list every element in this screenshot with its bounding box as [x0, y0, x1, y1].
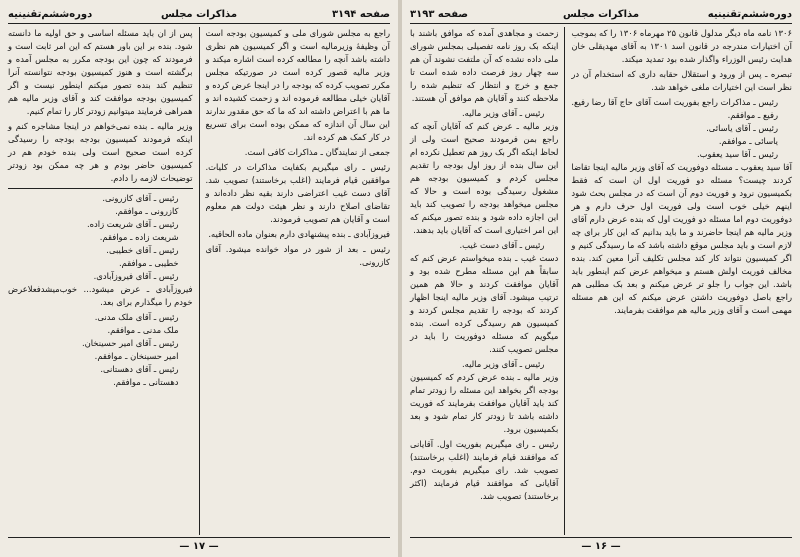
paragraph: فیروزآبادی ـ بنده پیشنهادی دارم بعنوان ماده الحاقیه. — [208, 229, 390, 239]
speaker-line: رئیس ـ آقای امیر حسینخان. — [81, 338, 179, 348]
left-section-title: مذاکرات مجلس — [161, 8, 238, 20]
paragraph: وزیر مالیه ـ بنده نمی‌خواهم در اینجا مشاجره کنم و اینکه فرمودند کمیسیون بودجه بودجه را رسیدگی کرده است صحیح است ولی بنده خودم هم در کمیسیون حاضر بودم و هر چه ممکن بود زودتر توضیحات لازمه را دادم. — [8, 121, 193, 183]
paragraph: دست غیب ـ بنده میخواستم عرض کنم که سابقاً هم این مسئله مطرح شده بود و آقایان موافقت کردند و حالا هم همین ترتیب میشود. آقای وزیر مالیه اینجا اظهار کردند که بودجه را تقدیم مجلس کردند و کمیسیون هم رسیدگی کرده است. بنده میگویم که مسئله دوفوریت را باید در مجلس تصویب کنند. — [410, 253, 559, 354]
speaker-line: رئیس ـ آقای وزیر مالیه. — [461, 108, 545, 118]
left-footer-rule — [8, 537, 390, 538]
paragraph: تبصره ـ پس از ورود و استقلال حقابه داری که استخدام آن در نظر است این اختیارات ملغی خواهد شد. — [571, 69, 792, 92]
speaker-line: رفیع ـ موافقم. — [727, 110, 778, 120]
speaker-line: خطیبی ـ موافقم. — [119, 258, 179, 268]
paragraph: زحمت و مجاهدی آمده که موافق باشند با اینکه بک روز نامه تفصیلی بمجلس شورای ملی داده نشده که آن ملتفت نشوند آن هم سه چهار روز فرصت داده شده است تا جمع و خرج و انتظار که تنظیم شده را ملاحظه کنند و آقایان هم موافق آن هستند. — [410, 28, 559, 103]
speaker-line: رئیس ـ مذاکرات راجع بفوریت است آقای حاج آقا رضا رفیع. — [571, 97, 778, 107]
right-page-number: صفحه ۳۱۹۳ — [410, 8, 469, 20]
left-page-footer-number: — ۱۷ — — [179, 541, 219, 552]
paragraph: فیروزآبادی ـ عرض میشود... خوب‌میشد‌فعلا‌عرض خودم را میگذارم برای بعد. — [8, 284, 193, 307]
speaker-line: رئیس ـ آقای فیروزآبادی. — [93, 271, 179, 281]
left-page-header — [8, 6, 390, 22]
right-page-left-column — [410, 27, 558, 535]
speaker-line: کازرونی ـ موافقم. — [115, 206, 179, 216]
right-page — [402, 0, 800, 557]
right-session-label: دوره‌ششم‌تقنینیه — [707, 8, 792, 20]
paragraph: وزیر مالیه ـ بنده عرض کردم که کمیسیون بودجه اگر بخواهد این مسئله را زودتر تمام کند باید آقایان موافقت بفرمایند که فوریت داشته باشد تا زودتر کار تمام شود و بعد بکمیسیون برود. — [410, 372, 559, 434]
column-divider — [199, 27, 200, 535]
right-header-rule — [410, 23, 792, 24]
speaker-line: ملک مدنی ـ موافقم. — [107, 325, 179, 335]
speaker-line: رئیس ـ آقای دست غیب. — [459, 240, 545, 250]
right-footer-rule — [410, 537, 792, 538]
left-page — [0, 0, 398, 557]
left-page-right-column — [206, 27, 391, 535]
speaker-line: رئیس ـ آقای دهستانی. — [100, 364, 179, 374]
speaker-line: شریعت زاده ـ موافقم. — [99, 232, 179, 242]
speaker-line: رئیس ـ آقای وزیر مالیه. — [461, 359, 545, 369]
right-page-columns — [410, 27, 792, 535]
speaker-line: رئیس ـ آقای شریعت زاده. — [86, 219, 179, 229]
paragraph: پس از ان باید مسئله اساسی و حق اولیه ما دانسته شود. بنده بر این باور هستم که این امر ثابت است و فرمودند که چون این بودجه مکرر به مجلس آمده و برگشته است و هنوز کمیسیون بودجه نتوانسته آنرا تنظیم کند بنده تصور میکنم اینطور نیست و اگر کمیسیون بودجه موافقت کند و آقای وزیر مالیه هم همراهی فرمایند میتوانیم زودتر کار را تمام کنیم. — [8, 28, 193, 116]
paragraph: جمعی از نمایندگان ـ مذاکرات کافی است. — [244, 147, 390, 157]
speaker-line: رئیس ـ آقای یاسائی. — [706, 123, 778, 133]
left-session-label: دوره‌ششم‌تقنینیه — [8, 8, 93, 20]
right-section-title: مذاکرات مجلس — [563, 8, 640, 20]
paragraph: آقا سید یعقوب ـ مسئله دوفوریت که آقای وزیر مالیه اینجا تقاضا کردند چیست؟ مسئله دو فوریت اول ان است که فقط بکمیسیون نرود و فوریت دوم آن است که در مجلس بحث شود اینهم خیلی خوب است ولی فوریت اول حرف دارم و هر دوفوریت دوم اما مسئله دو فوریت اول که بنده عرض دارم آقای وزیر مالیه هم اینجا حاضرند و ما باید بدانیم که این کار برای چه لازم است و باید مجلس موقع داشته باشد که ما رسیدگی کنیم و اگر کمیسیون نتواند کار کند مجلس تکلیف آنرا معین کند. بنده مخالف فوریت اولش هستم و میخواهم عرض کنم اینطور باید باشد. این جواب را جلو تر عرض میکنم و بعد بک مطلبی هم راجع باصل دوفوریت داشتن عرض میکنم که این هم مسئله مهمی است و آقای وزیر مالیه هم موافقت بفرمایند. — [571, 162, 792, 315]
speaker-line: رئیس ـ آقا سید یعقوب. — [697, 149, 778, 159]
paragraph: ۱۳۰۶ نامه ماه دیگر مدلول قانون ۲۵ مهرماه ۱۳۰۶ را که بموجب آن اختیارات مندرجه در قانون اسد ۱۳۰۱ به آقای مهدیقلی خان هدایت رئیس الوزراء واگذار شده بود تمدید میکند. — [571, 28, 792, 64]
left-header-rule — [8, 23, 390, 24]
paragraph: راجع به مجلس شورای ملی و کمیسیون بودجه است آن وظیفهٔ وزیرمالیه است و اگر کمیسیون هم نظری داشته باشد آنچه را مطالعه کرده است اشاره میکند و وزیر مالیه قصور کرده است در صورتیکه مجلس مکرر تصویب کرده که بودجه را در اینجا عرض کرده و آقایان خیلی مطالعه فرموده اند و زحمت کشیده اند و ما هم با اعتراض داشته اند که ما که حق مقدور ندارند این سال آن اندازه که ممکن بوده است برای تسریع در کار کمک هم کرده اند. — [205, 28, 390, 142]
left-page-number: صفحه ۳۱۹۴ — [331, 8, 390, 20]
speaker-line: امیر حسینخان ـ موافقم. — [94, 351, 179, 361]
right-page-header — [410, 6, 792, 22]
left-page-columns — [8, 27, 390, 535]
column-divider — [564, 27, 565, 535]
right-page-footer-number: — ۱۶ — — [581, 541, 621, 552]
speaker-line: رئیس ـ آقای خطیبی. — [106, 245, 179, 255]
paragraph: رئیس ـ رای میگیریم بکفایت مذاکرات در کلیات. موافقین قیام فرمایند (اغلب برخاستند) تصویب شد. آقای دست غیب اعتراضی دارند بقیه نظر داده‌اند و تقاضای اصلاح دارند و نظر هیئت دولت هم معلوم است و آقایان هم تصویب فرمودند. — [205, 162, 390, 224]
paragraph: وزیر مالیه ـ عرض کنم که آقایان آنچه که راجع بمن فرمودند صحیح است ولی از لحاظ اینکه اگر بک روز هم تعطیل نکرده ام این سال بنده از روز اول بودجه را تقدیم مجلس کردم و کمیسیون بودجه هم مشغول رسیدگی بوده است و حالا که مجلس میخواهد بودجه را تصویب کند باید این اجازه داده شود و بنده تصور میکنم که این امر اختیاری است که آقایان باید بدهند. — [410, 121, 559, 235]
speaker-line: رئیس ـ آقای ملک مدنی. — [94, 312, 179, 322]
section-separator — [8, 188, 193, 189]
left-page-left-column — [8, 27, 193, 535]
right-page-right-column — [571, 27, 792, 535]
paragraph: رئیس ـ بعد از شور در مواد خوانده میشود. آقای کازرونی. — [205, 244, 390, 267]
paragraph: رئیس ـ رای میگیریم بفوریت اول. آقایانی که موافقند قیام فرمایند (اغلب برخاستند) تصویب شد. رای میگیریم بفوریت دوم. آقایانی که موافقند قیام فرمایند (اکثر برخاستند) تصویب شد. — [410, 439, 559, 501]
speaker-line: یاسائی ـ موافقم. — [718, 136, 778, 146]
speaker-line: دهستانی ـ موافقم. — [113, 377, 179, 387]
speaker-line: رئیس ـ آقای کازرونی. — [102, 193, 179, 203]
